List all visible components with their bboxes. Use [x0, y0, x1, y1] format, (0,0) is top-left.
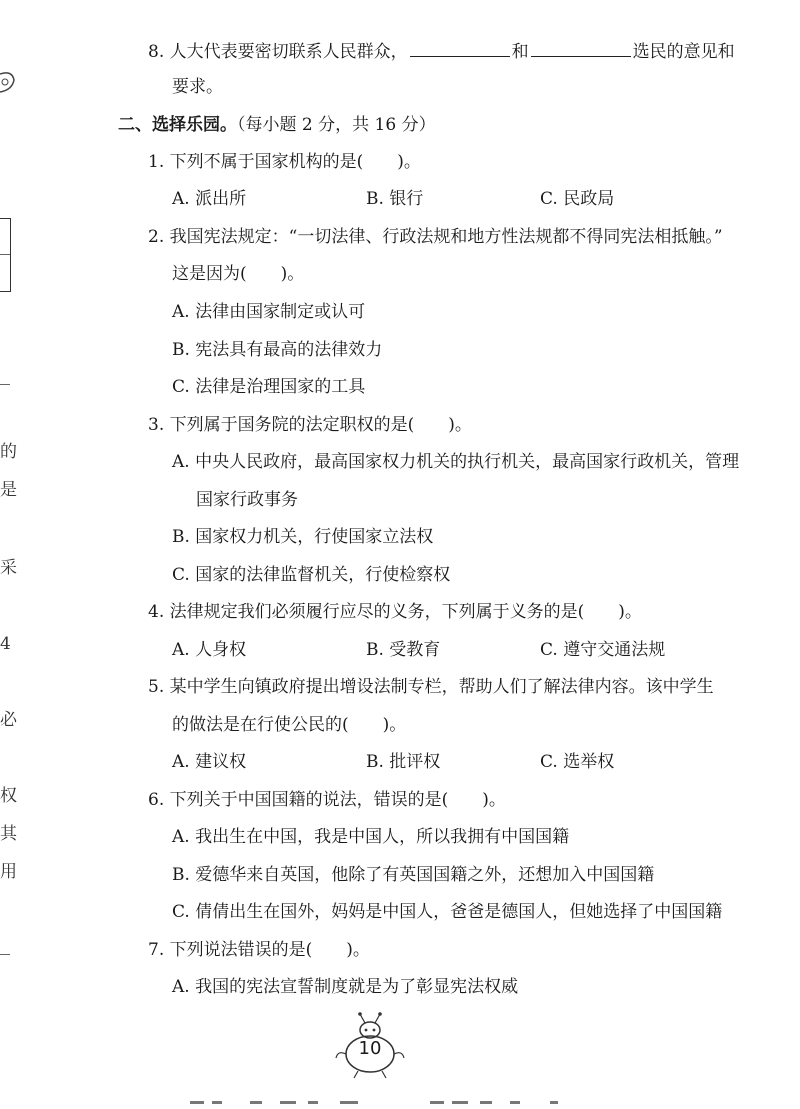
margin-char: 权 — [0, 786, 17, 806]
section-score-note: （每小题 2 分，共 16 分） — [237, 115, 436, 135]
margin-ornament — [0, 68, 16, 96]
question-stem: 7. 下列说法错误的是( )。 — [148, 940, 370, 960]
margin-score-box-divider — [0, 254, 10, 255]
option-c[interactable]: C. 遵守交通法规 — [540, 640, 666, 660]
margin-rule-bottom — [0, 954, 10, 955]
section-title: 二、选择乐园。 — [118, 115, 237, 135]
option-b[interactable]: B. 银行 — [366, 189, 424, 209]
q8-line — [148, 38, 735, 64]
page-number: 10 — [358, 1038, 382, 1059]
margin-char: 用 — [0, 862, 17, 882]
option-a[interactable]: A. 我出生在中国，我是中国人，所以我拥有中国国籍 — [172, 827, 570, 847]
option-c[interactable]: C. 倩倩出生在国外，妈妈是中国人，爸爸是德国人，但她选择了中国国籍 — [172, 902, 723, 922]
q8-blank-2[interactable] — [531, 38, 631, 57]
option-a[interactable]: A. 人身权 — [172, 640, 247, 660]
question-stem: 5. 某中学生向镇政府提出增设法制专栏，帮助人们了解法律内容。该中学生 — [148, 677, 714, 697]
option-c[interactable]: C. 民政局 — [540, 189, 615, 209]
option-b[interactable]: B. 宪法具有最高的法律效力 — [172, 340, 383, 360]
option-b[interactable]: B. 批评权 — [366, 752, 441, 772]
q8-text-3: 选民的意见和 — [632, 42, 735, 62]
q8-text-2: 和 — [511, 42, 529, 62]
margin-score-box — [0, 218, 11, 292]
option-b[interactable]: B. 受教育 — [366, 640, 441, 660]
question-stem: 4. 法律规定我们必须履行应尽的义务，下列属于义务的是( )。 — [148, 602, 642, 622]
option-b[interactable]: B. 国家权力机关，行使国家立法权 — [172, 527, 434, 547]
question-stem-continuation: 这是因为( )。 — [172, 264, 305, 284]
option-a-continuation: 国家行政事务 — [196, 490, 298, 510]
option-a[interactable]: A. 中央人民政府，最高国家权力机关的执行机关，最高国家行政机关，管理 — [172, 452, 740, 472]
question-stem: 3. 下列属于国务院的法定职权的是( )。 — [148, 415, 472, 435]
question-stem: 6. 下列关于中国国籍的说法，错误的是( )。 — [148, 790, 506, 810]
option-a[interactable]: A. 派出所 — [172, 189, 247, 209]
option-b[interactable]: B. 爱德华来自英国，他除了有英国国籍之外，还想加入中国国籍 — [172, 865, 655, 885]
q8-text-1: 8. 人大代表要密切联系人民群众， — [148, 42, 408, 62]
margin-char: 采 — [0, 558, 17, 578]
margin-char: 必 — [0, 710, 17, 730]
margin-char: 4 — [0, 634, 11, 654]
option-c[interactable]: C. 选举权 — [540, 752, 615, 772]
option-c[interactable]: C. 法律是治理国家的工具 — [172, 377, 366, 397]
footer-fragment — [190, 1090, 590, 1096]
option-a[interactable]: A. 建议权 — [172, 752, 247, 772]
margin-char: 的 — [0, 442, 17, 462]
margin-char: 是 — [0, 480, 17, 500]
q8-continuation: 要求。 — [172, 77, 223, 97]
option-a[interactable]: A. 法律由国家制定或认可 — [172, 302, 366, 322]
question-stem-continuation: 的做法是在行使公民的( )。 — [172, 715, 407, 735]
question-stem: 1. 下列不属于国家机构的是( )。 — [148, 152, 421, 172]
q8-blank-1[interactable] — [410, 38, 510, 57]
option-c[interactable]: C. 国家的法律监督机关，行使检察权 — [172, 565, 451, 585]
section-heading — [118, 113, 436, 137]
margin-char: 其 — [0, 824, 17, 844]
margin-rule-top — [0, 384, 10, 385]
option-a[interactable]: A. 我国的宪法宣誓制度就是为了彰显宪法权威 — [172, 977, 519, 997]
question-stem: 2. 我国宪法规定：“一切法律、行政法规和地方性法规都不得同宪法相抵触。” — [148, 227, 723, 247]
